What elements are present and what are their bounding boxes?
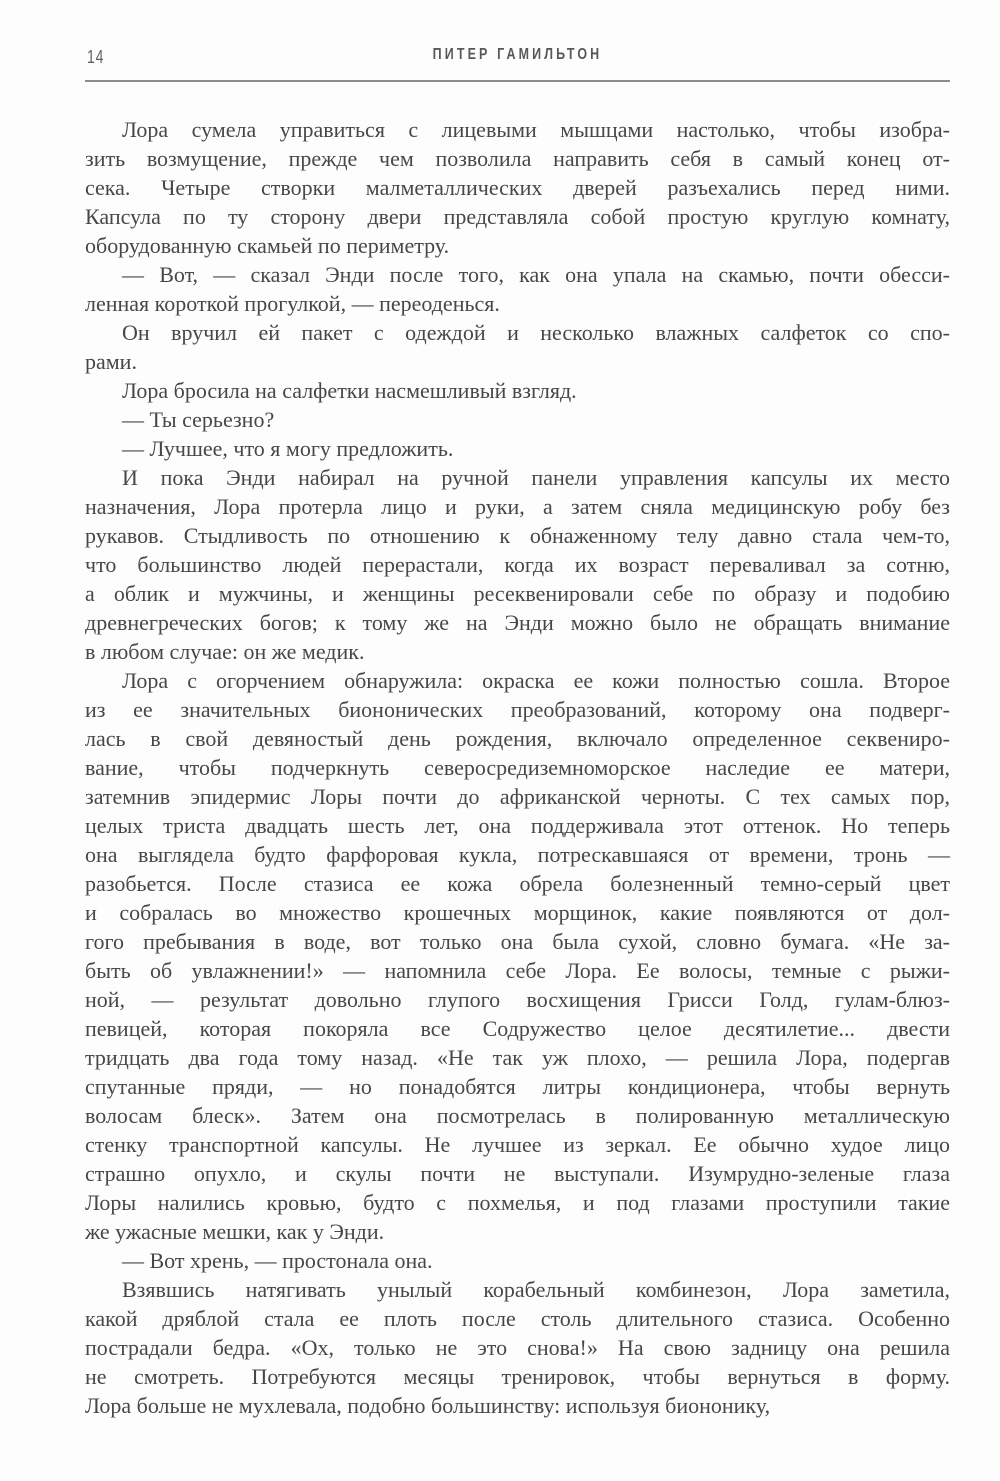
text-line: страшно опухло, и скулы почти не выступали. Изумрудно-зеленые глаза — [85, 1161, 950, 1186]
text-line: быть об увлажнении!» — напомнила себе Лора. Ее волосы, темные с рыжи- — [85, 958, 950, 983]
running-title: ПИТЕР ГАМИЛЬТОН — [432, 46, 603, 63]
text-line: не смотреть. Потребуются месяцы тренировок, чтобы вернуться в форму. — [85, 1364, 950, 1389]
text-line: — Вот, — сказал Энди после того, как она упала на скамью, почти обесси- — [122, 262, 950, 287]
text-line: Лора больше не мухлевала, подобно большинству: используя биононику, — [85, 1393, 771, 1418]
text-line: рами. — [85, 349, 137, 374]
paragraph — [85, 666, 950, 1246]
paragraph — [85, 115, 950, 260]
text-line: ной, — результат довольно глупого восхищения Грисси Голд, гулам-блюз- — [85, 987, 950, 1012]
text-line: Капсула по ту сторону двери представляла собой простую круглую комнату, — [85, 204, 950, 229]
paragraph — [85, 376, 950, 405]
text-line: тридцать два года тому назад. «Не так уж плохо, — решила Лора, подергав — [85, 1045, 950, 1070]
text-line: что большинство людей перерастали, когда их возраст переваливал за сотню, — [85, 552, 950, 577]
text-line: а облик и мужчины, и женщины ресеквенировали себе по образу и подобию — [85, 581, 950, 606]
paragraph — [85, 260, 950, 318]
text-line: Он вручил ей пакет с одеждой и несколько влажных салфеток со спо- — [122, 320, 950, 345]
text-line: оборудованную скамьей по периметру. — [85, 233, 450, 258]
text-line: певицей, которая покоряла все Содружество целое десятилетие... двести — [85, 1016, 950, 1041]
text-line: из ее значительных биононических преобразований, которому она подверг- — [85, 697, 950, 722]
body-text — [85, 115, 950, 1420]
text-line: пострадали бедра. «Ох, только не это снова!» На свою задницу она решила — [85, 1335, 950, 1360]
page-number: 14 — [87, 47, 105, 67]
text-line: волосам блеск». Затем она посмотрелась в полированную металлическую — [85, 1103, 950, 1128]
text-line: древнегреческих богов; к тому же на Энди можно было не обращать внимание — [85, 610, 950, 635]
text-line: Лоры налились кровью, будто с похмелья, и под глазами проступили такие — [85, 1190, 950, 1215]
text-line: лась в свой девяностый день рождения, включало определенное секвениро- — [85, 726, 950, 751]
header-rule — [85, 80, 950, 82]
text-line: — Ты серьезно? — [122, 407, 275, 432]
text-line: — Вот хрень, — простонала она. — [122, 1248, 433, 1273]
paragraph — [85, 434, 950, 463]
paragraph — [85, 318, 950, 376]
paragraph — [85, 1275, 950, 1420]
text-line: Лора сумела управиться с лицевыми мышцами настолько, чтобы изобра- — [122, 117, 950, 142]
text-line: вание, чтобы подчеркнуть северосредиземноморское наследие ее матери, — [85, 755, 950, 780]
text-line: Лора бросила на салфетки насмешливый взгляд. — [122, 378, 577, 403]
page-content — [85, 0, 950, 1420]
text-line: Взявшись натягивать унылый корабельный комбинезон, Лора заметила, — [122, 1277, 950, 1302]
paragraph — [85, 405, 950, 434]
text-line: И пока Энди набирал на ручной панели управления капсулы их место — [122, 465, 950, 490]
text-line: назначения, Лора протерла лицо и руки, а затем сняла медицинскую робу без — [85, 494, 950, 519]
text-line: разобьется. После стазиса ее кожа обрела болезненный темно-серый цвет — [85, 871, 950, 896]
text-line: какой дряблой стала ее плоть после столь длительного стазиса. Особенно — [85, 1306, 950, 1331]
text-line: в любом случае: он же медик. — [85, 639, 365, 664]
text-line: стенку транспортной капсулы. Не лучшее из зеркал. Ее обычно худое лицо — [85, 1132, 950, 1157]
text-line: зить возмущение, прежде чем позволила направить себя в самый конец от- — [85, 146, 950, 171]
paragraph — [85, 1246, 950, 1275]
text-line: затемнив эпидермис Лоры почти до африканской черноты. С тех самых пор, — [85, 784, 950, 809]
text-line: сека. Четыре створки малметаллических дверей разъехались перед ними. — [85, 175, 950, 200]
text-line: гого пребывания в воде, вот только она была сухой, словно бумага. «Не за- — [85, 929, 950, 954]
text-line: же ужасные мешки, как у Энди. — [85, 1219, 385, 1244]
text-line: ленная короткой прогулкой, — переоденься. — [85, 291, 500, 316]
text-line: спутанные пряди, — но понадобятся литры кондиционера, чтобы вернуть — [85, 1074, 950, 1099]
text-line: и собралась во множество крошечных морщинок, какие появляются от дол- — [85, 900, 950, 925]
paragraph — [85, 463, 950, 666]
text-line: — Лучшее, что я могу предложить. — [122, 436, 454, 461]
text-line: рукавов. Стыдливость по отношению к обнаженному телу давно стала чем-то, — [85, 523, 950, 548]
text-line: она выглядела будто фарфоровая кукла, потрескавшаяся от времени, тронь — — [85, 842, 950, 867]
text-line: целых триста двадцать шесть лет, она поддерживала этот оттенок. Но теперь — [85, 813, 950, 838]
text-line: Лора с огорчением обнаружила: окраска ее кожи полностью сошла. Второе — [122, 668, 950, 693]
page-header — [85, 0, 950, 72]
